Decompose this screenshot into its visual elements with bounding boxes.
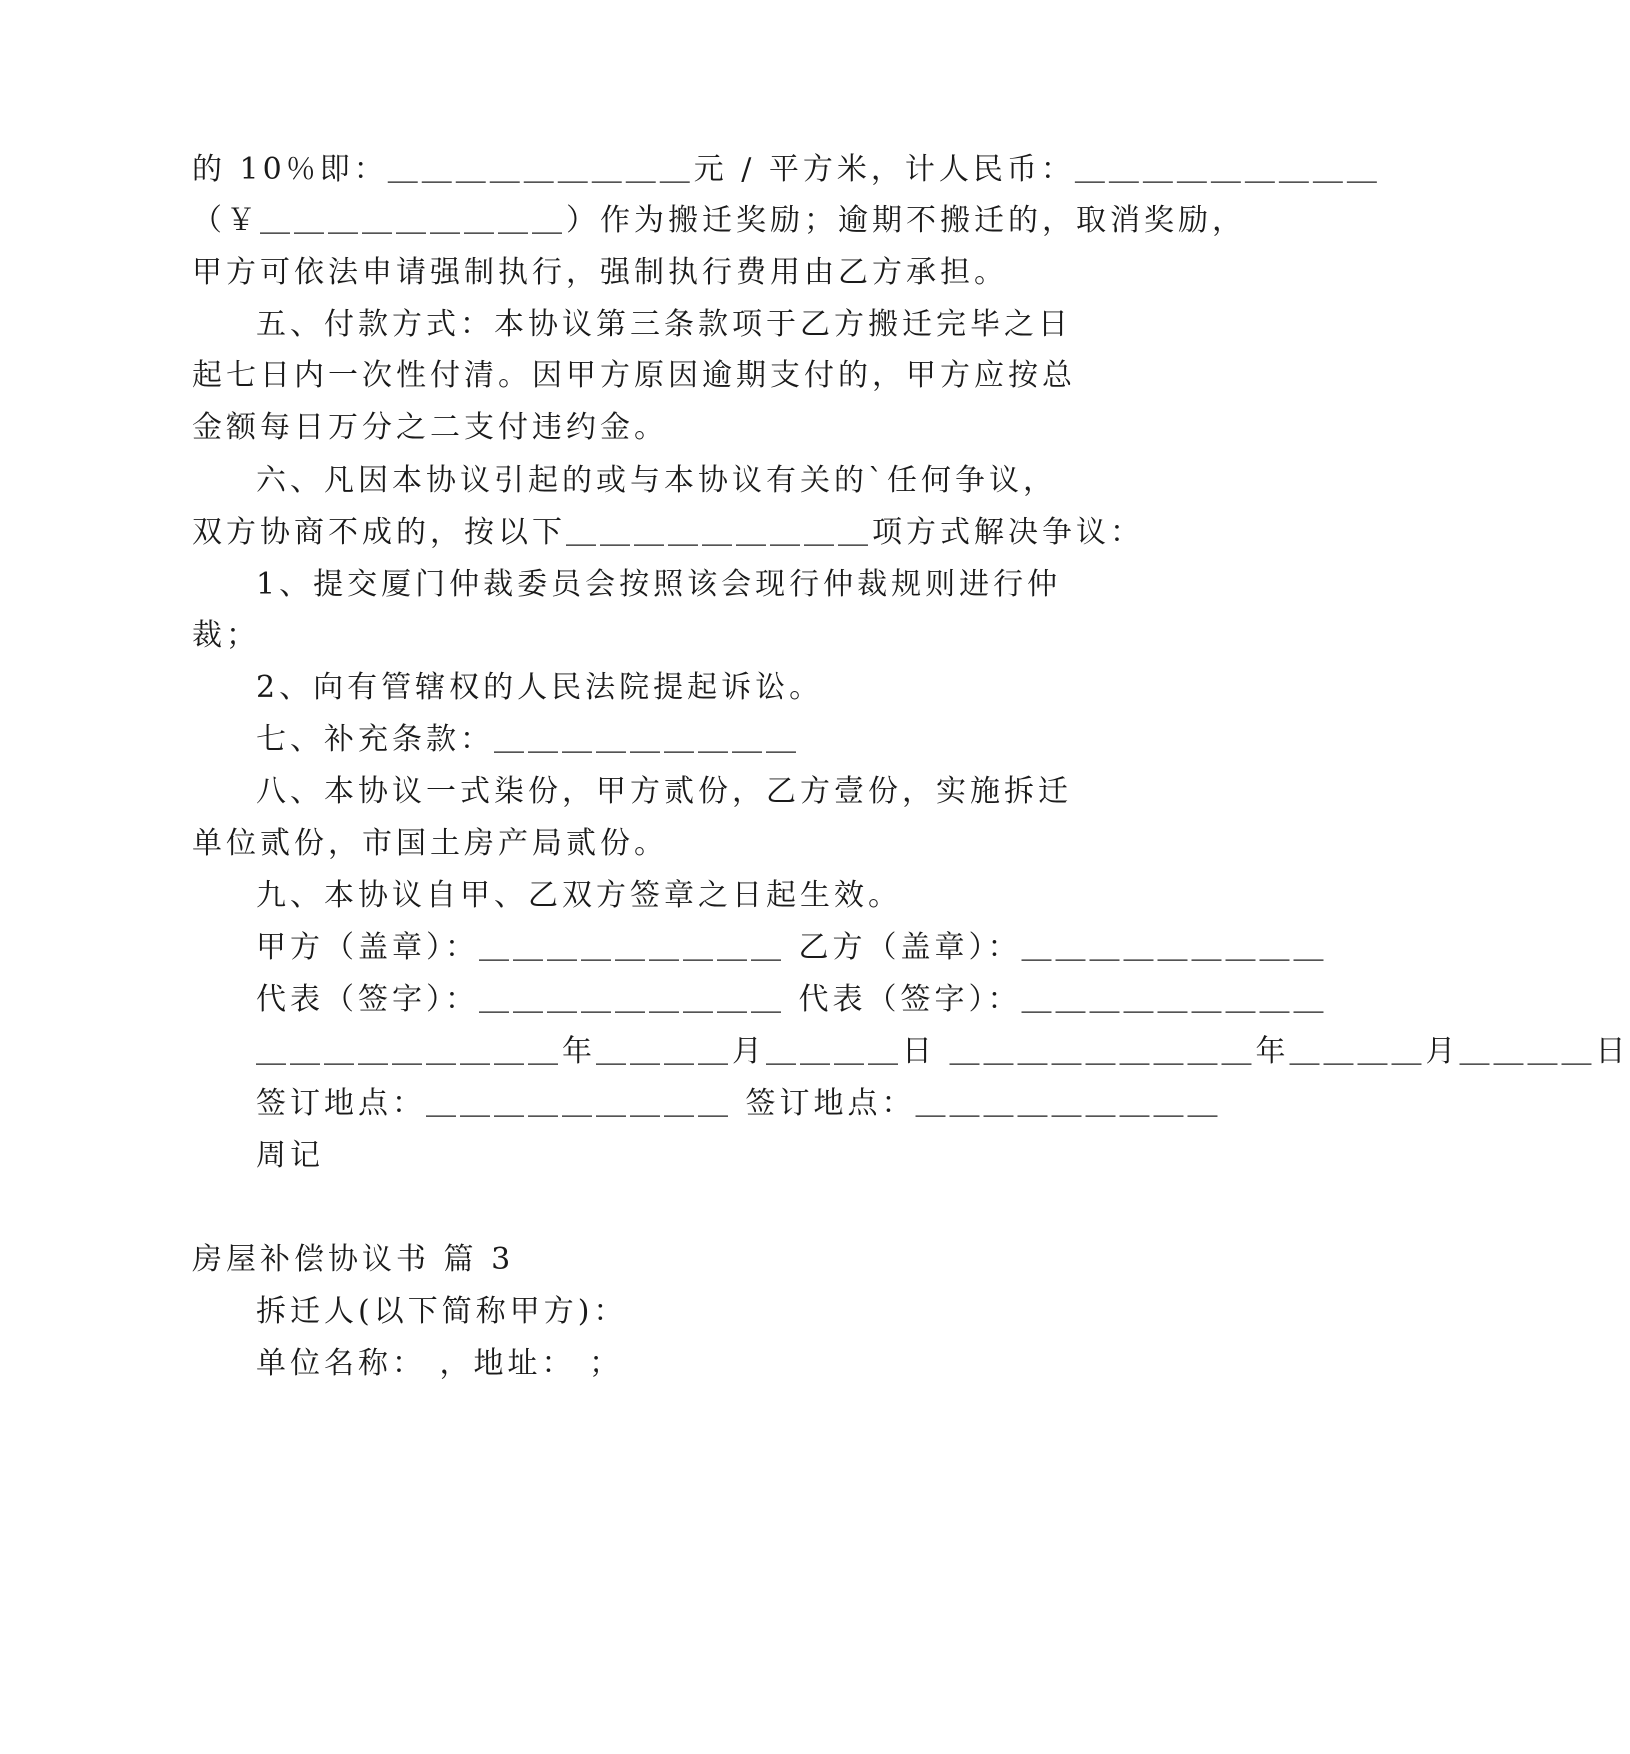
clause-seven: 七、补充条款：＿＿＿＿＿＿＿＿＿ bbox=[256, 722, 800, 757]
section-heading: 房屋补偿协议书 篇 3 bbox=[192, 1242, 515, 1277]
clause-eight: 八、本协议一式柒份，甲方贰份，乙方壹份，实施拆迁 bbox=[256, 774, 1072, 809]
body-line: 拆迁人(以下简称甲方)： bbox=[256, 1294, 628, 1329]
place-line: 签订地点：＿＿＿＿＿＿＿＿＿ 签订地点：＿＿＿＿＿＿＿＿＿ bbox=[256, 1086, 1222, 1121]
option-one: 1、提交厦门仲裁委员会按照该会现行仲裁规则进行仲 bbox=[256, 567, 1062, 602]
body-line: 甲方可依法申请强制执行，强制执行费用由乙方承担。 bbox=[192, 255, 1008, 290]
clause-six: 六、凡因本协议引起的或与本协议有关的`任何争议， bbox=[256, 463, 1057, 498]
body-line: 的 10％即：＿＿＿＿＿＿＿＿＿元 / 平方米，计人民币：＿＿＿＿＿＿＿＿＿ bbox=[192, 152, 1381, 187]
body-line: 单位贰份，市国土房产局贰份。 bbox=[192, 826, 668, 861]
signature-line: 代表（签字）：＿＿＿＿＿＿＿＿＿ 代表（签字）：＿＿＿＿＿＿＿＿＿ bbox=[256, 982, 1328, 1017]
body-line: 双方协商不成的，按以下＿＿＿＿＿＿＿＿＿项方式解决争议： bbox=[192, 515, 1144, 550]
clause-nine: 九、本协议自甲、乙双方签章之日起生效。 bbox=[256, 878, 902, 913]
seal-line: 甲方（盖章）：＿＿＿＿＿＿＿＿＿ 乙方（盖章）：＿＿＿＿＿＿＿＿＿ bbox=[256, 930, 1328, 965]
body-line: （￥＿＿＿＿＿＿＿＿＿）作为搬迁奖励；逾期不搬迁的，取消奖励， bbox=[192, 203, 1246, 238]
option-two: 2、向有管辖权的人民法院提起诉讼。 bbox=[256, 670, 824, 705]
body-line: 金额每日万分之二支付违约金。 bbox=[192, 410, 668, 445]
clause-five: 五、付款方式：本协议第三条款项于乙方搬迁完毕之日 bbox=[256, 307, 1072, 342]
body-line: 起七日内一次性付清。因甲方原因逾期支付的，甲方应按总 bbox=[192, 358, 1076, 393]
note-word: 周记 bbox=[256, 1138, 324, 1173]
body-line: 单位名称： ，地址： ； bbox=[256, 1346, 624, 1381]
body-line: 裁； bbox=[192, 618, 260, 653]
date-line: ＿＿＿＿＿＿＿＿＿年＿＿＿＿月＿＿＿＿日 ＿＿＿＿＿＿＿＿＿年＿＿＿＿月＿＿＿＿日 bbox=[256, 1034, 1630, 1069]
